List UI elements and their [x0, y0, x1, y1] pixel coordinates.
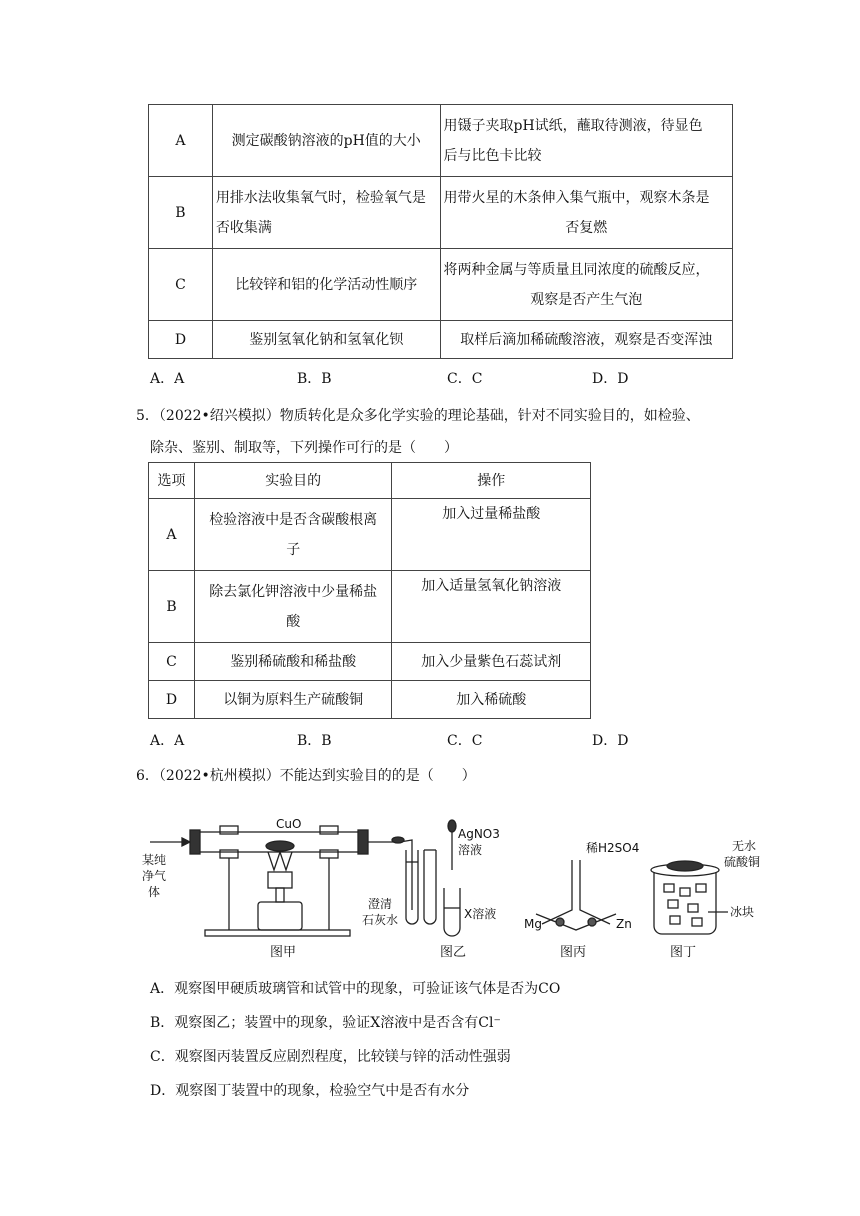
choice-b: B．B	[297, 733, 332, 749]
q6-stem: 6．（2022•杭州模拟）不能达到实验目的的是（ ）	[136, 768, 476, 784]
operation-line: 后与比色卡比较	[443, 147, 542, 164]
row-purpose: 鉴别氢氧化钠和氢氧化钡	[212, 321, 440, 359]
purpose-line: 检验溶液中是否含碳酸根离	[209, 511, 378, 528]
q6-apparatus-figure	[140, 800, 790, 965]
purpose-line: 除去氯化钾溶液中少量稀盐	[209, 583, 378, 600]
row-purpose	[212, 177, 440, 249]
row-purpose	[194, 499, 392, 571]
row-purpose: 鉴别稀硫酸和稀盐酸	[194, 643, 392, 681]
row-operation: 加入过量稀盐酸	[392, 499, 591, 571]
row-operation: 取样后滴加稀硫酸溶液，观察是否变浑浊	[440, 321, 732, 359]
row-purpose: 测定碳酸钠溶液的pH值的大小	[212, 105, 440, 177]
figure-bing	[536, 860, 616, 930]
row-purpose	[194, 571, 392, 643]
label-cuso4-line1: 无水	[732, 839, 757, 853]
row-operation: 加入适量氢氧化钠溶液	[392, 571, 591, 643]
purpose-line: 子	[286, 541, 301, 558]
purpose-line: 酸	[286, 613, 301, 630]
row-purpose: 比较锌和铝的化学活动性顺序	[212, 249, 440, 321]
label-zn: Zn	[616, 917, 632, 931]
table-row	[149, 499, 591, 571]
choice-a: A．A	[150, 733, 185, 749]
q5-table	[148, 462, 591, 719]
row-key: B	[149, 571, 195, 643]
header-option: 选项	[149, 463, 195, 499]
label-agno3-line2: 溶液	[458, 843, 483, 857]
operation-line: 将两种金属与等质量且同浓度的硫酸反应，	[443, 261, 710, 278]
choice-d: D．D	[592, 733, 629, 749]
caption-jia: 图甲	[270, 945, 297, 960]
label-gas-line1: 某纯	[142, 853, 167, 867]
q6-option-a: A．观察图甲硬质玻璃管和试管中的现象，可验证该气体是否为CO	[150, 981, 561, 997]
q6-option-b: B．观察图乙；装置中的现象，验证X溶液中是否含有Cl⁻	[150, 1015, 501, 1031]
table-row	[149, 571, 591, 643]
row-key: C	[149, 249, 213, 321]
row-key: D	[149, 681, 195, 719]
table-header-row	[149, 463, 591, 499]
table-row	[149, 643, 591, 681]
label-gas-line3: 体	[148, 885, 161, 899]
q5-stem-line1: 5．（2022•绍兴模拟）物质转化是众多化学实验的理论基础，针对不同实验目的，如检验、	[136, 408, 700, 424]
row-purpose: 以铜为原料生产硫酸铜	[194, 681, 392, 719]
table-row	[149, 249, 733, 321]
label-x-solution: X溶液	[464, 907, 497, 921]
label-cuo: CuO	[276, 817, 302, 831]
purpose-line: 否收集满	[215, 219, 272, 236]
label-mg: Mg	[524, 917, 542, 931]
row-key: A	[149, 105, 213, 177]
table-row	[149, 321, 733, 359]
choice-c: C．C	[447, 371, 483, 387]
choice-d: D．D	[592, 371, 629, 387]
label-agno3-line1: AgNO3	[458, 827, 500, 841]
label-limewater-line2: 石灰水	[362, 913, 399, 927]
row-operation	[440, 177, 732, 249]
label-h2so4: 稀H2SO4	[586, 841, 640, 855]
row-key: C	[149, 643, 195, 681]
purpose-line: 用排水法收集氧气时，检验氧气是	[215, 189, 426, 206]
row-operation	[440, 105, 732, 177]
label-cuso4-line2: 硫酸铜	[724, 855, 761, 869]
table-row	[149, 177, 733, 249]
choice-a: A．A	[150, 371, 185, 387]
operation-line: 用镊子夹取pH试纸，蘸取待测液，待显色	[443, 117, 703, 134]
choice-c: C．C	[447, 733, 483, 749]
choice-b: B．B	[297, 371, 332, 387]
table-row	[149, 105, 733, 177]
label-ice: 冰块	[730, 905, 755, 919]
caption-ding: 图丁	[670, 945, 697, 960]
operation-line: 观察是否产生气泡	[530, 291, 643, 308]
label-limewater-line1: 澄清	[368, 897, 393, 911]
table-row	[149, 681, 591, 719]
row-key: A	[149, 499, 195, 571]
row-operation: 加入稀硫酸	[392, 681, 591, 719]
header-operation: 操作	[392, 463, 591, 499]
caption-yi: 图乙	[440, 945, 467, 960]
row-operation: 加入少量紫色石蕊试剂	[392, 643, 591, 681]
row-key: D	[149, 321, 213, 359]
label-gas-line2: 净气	[142, 869, 167, 883]
q6-option-c: C．观察图丙装置反应剧烈程度，比较镁与锌的活动性强弱	[150, 1049, 511, 1065]
figure-ding	[651, 861, 728, 934]
operation-line: 否复燃	[565, 219, 608, 236]
operation-line: 用带火星的木条伸入集气瓶中，观察木条是	[443, 189, 710, 206]
q4-table	[148, 104, 733, 359]
row-key: B	[149, 177, 213, 249]
q5-stem-line2: 除杂、鉴别、制取等，下列操作可行的是（ ）	[150, 440, 458, 456]
header-purpose: 实验目的	[194, 463, 392, 499]
caption-bing: 图丙	[560, 945, 587, 960]
row-operation	[440, 249, 732, 321]
q6-option-d: D．观察图丁装置中的现象，检验空气中是否有水分	[150, 1083, 470, 1099]
